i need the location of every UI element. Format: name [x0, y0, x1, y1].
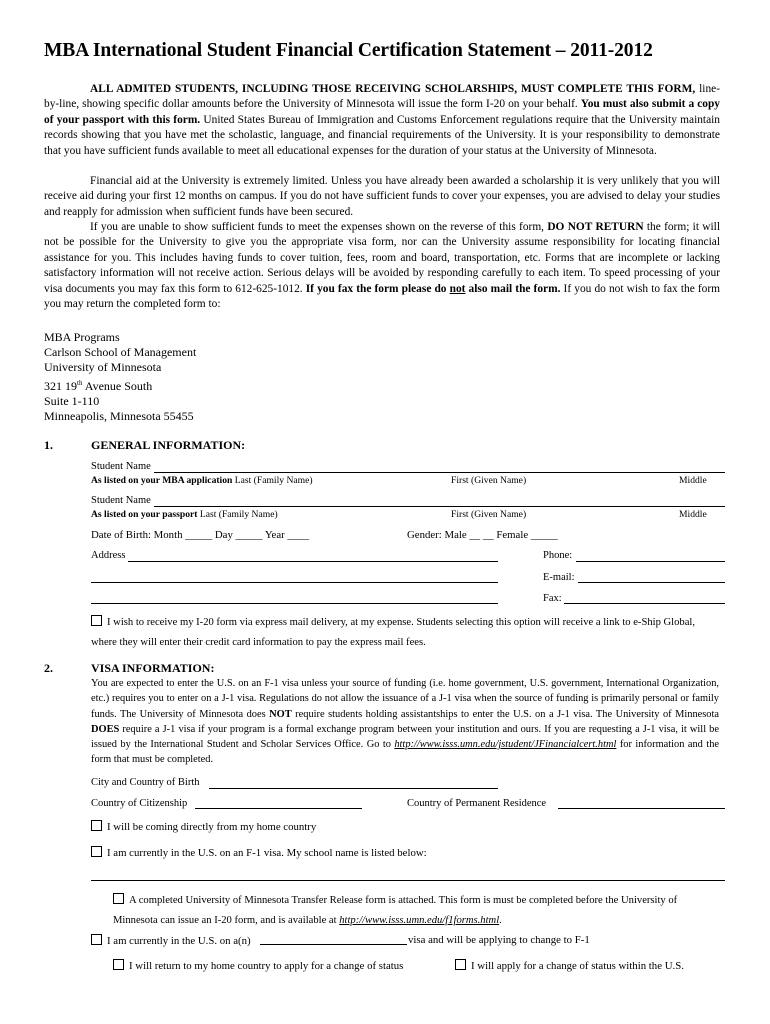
fax-field[interactable]: [564, 603, 725, 604]
gender-field[interactable]: Gender: Male __ __ Female _____: [407, 529, 558, 541]
other-visa-suffix: visa and will be applying to change to F-1: [408, 934, 590, 946]
intro-text: the form; it will not be possible for the University to give you the appropriate visa form, nor can the University assume responsibility for locating financial assistance for you. This includes having funds to cover tuition, fees, room and board, transportation, etc. Forms that are incomplete or lacking satisfactory information will not receive action. Serious delays will be avoided by responding carefully to each item. To speed processing of your visa documents you may fax this form to 612-625-1012.: [44, 221, 720, 295]
address-line: MBA Programs: [44, 330, 120, 344]
address-street: Avenue South: [82, 378, 153, 393]
visa-information-text: [91, 676, 719, 768]
change-status-option: [455, 959, 684, 972]
express-mail-option: [91, 613, 721, 653]
express-mail-checkbox[interactable]: [91, 615, 102, 626]
home-country-option: [91, 820, 316, 833]
student-name-mba-field[interactable]: [154, 472, 725, 473]
address-field-3[interactable]: [91, 603, 498, 604]
f1-visa-label: I am currently in the U.S. on an F-1 visa. My school name is listed below:: [107, 847, 427, 859]
intro-bold-not: not: [449, 282, 466, 295]
country-residence-field[interactable]: [558, 808, 725, 809]
intro-text: United States Bureau of Immigration and Customs Enforcement regulations require that the University maintain records showing that you have met the scholastic, language, and financial requirements of the University. It is your responsibility to demonstrate that you have sufficient funds available to meet all educational expenses for the duration of your status at the University of Minnesota.: [44, 113, 721, 157]
express-mail-label: I wish to receive my I-20 form via express mail delivery, at my expense. Students selecting this option will receive a link to e-Ship Global, where they will enter their credit card information to pay the express mail fees.: [91, 617, 696, 648]
phone-field[interactable]: [576, 561, 725, 562]
passport-bold: As listed on your passport: [91, 509, 198, 520]
visa-text: for information and the form that must be completed.: [91, 739, 719, 766]
intro-bold-mail: also mail the form.: [465, 282, 561, 295]
return-home-option: [113, 959, 403, 972]
country-residence-label: Country of Permanent Residence: [407, 798, 547, 809]
country-citizenship-label: Country of Citizenship: [91, 798, 188, 809]
address-line: Minneapolis, Minnesota 55455: [44, 409, 194, 424]
address-line: Carlson School of Management: [44, 345, 197, 360]
address-field-2[interactable]: [91, 582, 498, 583]
first-name-label: First (Given Name): [451, 475, 527, 486]
visa-text: require students holding assistantships to enter the U.S. on a J-1 visa. The University of Minnesota: [291, 708, 719, 720]
fax-label: Fax:: [543, 593, 562, 604]
other-visa-option: [91, 934, 251, 947]
middle-name-label: Middle: [679, 509, 707, 520]
mba-application-bold: As listed on your MBA application: [91, 475, 233, 486]
intro-paragraph-2: Financial aid at the University is extremely limited. Unless you have already been awarded a scholarship it is very unlikely that you will receive aid during your first 12 months on campus. If you do not have sufficient funds to cover your expenses, you are advised to delay your studies and reapply for admission when sufficient funds have been secured.: [44, 175, 720, 218]
visa-bold-not: NOT: [269, 708, 292, 720]
address-line: University of Minnesota: [44, 360, 162, 375]
page-title: MBA International Student Financial Certification Statement – 2011-2012: [44, 40, 653, 61]
intro-bold-do-not-return: DO NOT RETURN: [547, 221, 644, 233]
other-visa-checkbox[interactable]: [91, 934, 102, 945]
name-sub-label: [91, 475, 313, 486]
student-name-passport-field[interactable]: [154, 506, 725, 507]
student-name-label: Student Name: [91, 495, 151, 506]
address-line: Suite 1-110: [44, 393, 100, 408]
transfer-release-end: .: [499, 915, 502, 926]
home-country-label: I will be coming directly from my home country: [107, 821, 317, 833]
transfer-release-checkbox[interactable]: [113, 893, 124, 904]
first-name-label: First (Given Name): [451, 509, 527, 520]
visa-text: You are expected to enter the U.S. on an F-1 visa unless your source of funding (i.e. home government, U.S. government, International Organization, etc.) requires you to enter on a J-1 visa. Regulations do not allow the issuance of a J-1 visa when the source of funding is primarily personal or family funds. The University of Minnesota does: [91, 678, 719, 720]
home-country-checkbox[interactable]: [91, 820, 102, 831]
intro-bold-passport: You must also submit a copy of your passport with this form.: [44, 98, 721, 126]
visa-text: require a J-1 visa if your program is a formal exchange program between your institution and ours. If you are requesting a J-1 visa, it will be issued by the International Student and Scholar Services Office. Go to: [91, 723, 719, 751]
section-2-title: VISA INFORMATION:: [91, 661, 215, 675]
student-name-label: Student Name: [91, 461, 151, 472]
intro-text: If you are unable to show sufficient funds to meet the expenses shown on the reverse of this form,: [90, 221, 548, 233]
f1-forms-link[interactable]: http://www.isss.umn.edu/f1forms.html: [339, 915, 500, 926]
middle-name-label: Middle: [679, 475, 707, 486]
section-1-number: 1.: [44, 438, 53, 452]
date-of-birth-field[interactable]: Date of Birth: Month _____ Day _____ Year ____: [91, 529, 310, 541]
country-citizenship-field[interactable]: [195, 808, 362, 809]
city-country-birth-label: City and Country of Birth: [91, 777, 200, 788]
phone-label: Phone:: [543, 550, 573, 561]
last-name-label: Last (Family Name): [232, 475, 313, 486]
intro-text: If you do not wish to fax the form you may return the completed form to:: [44, 282, 721, 311]
address-label: Address: [91, 550, 126, 561]
address-field-1[interactable]: [128, 561, 498, 562]
name-sub-label: [91, 509, 278, 520]
visa-bold-does: DOES: [91, 723, 120, 735]
intro-text: line-by-line, showing specific dollar amounts before the University of Minnesota will issue the form I-20 on your behalf.: [44, 83, 720, 111]
city-country-birth-field[interactable]: [209, 788, 498, 789]
mailing-address: [44, 330, 196, 424]
email-field[interactable]: [578, 582, 725, 583]
address-line: [44, 376, 196, 394]
school-name-field[interactable]: [91, 880, 725, 881]
other-visa-label: I am currently in the U.S. on a(n): [107, 935, 251, 947]
address-street-number: 321 19: [44, 378, 77, 393]
address-superscript: th: [77, 378, 83, 387]
change-status-label: I will apply for a change of status within the U.S.: [471, 960, 684, 972]
intro-bold-fax: If you fax the form please do: [305, 282, 450, 295]
intro-paragraph-1: [44, 82, 720, 159]
intro-paragraph-3: [44, 220, 720, 312]
change-status-checkbox[interactable]: [455, 959, 466, 970]
j1-financial-cert-link[interactable]: http://www.isss.umn.edu/jstudent/JFinancialcert.html: [394, 739, 617, 751]
return-home-checkbox[interactable]: [113, 959, 124, 970]
f1-visa-checkbox[interactable]: [91, 846, 102, 857]
email-label: E-mail:: [543, 572, 575, 583]
f1-visa-option: [91, 846, 427, 859]
section-2-number: 2.: [44, 661, 53, 675]
current-visa-type-field[interactable]: [260, 944, 407, 945]
transfer-release-label: A completed University of Minnesota Transfer Release form is attached. This form is must be completed before the University of Minnesota can issue an I-20 form, and is available at: [113, 895, 678, 926]
last-name-label: Last (Family Name): [197, 509, 278, 520]
transfer-release-option: [113, 891, 723, 931]
intro-bold-must-complete: ALL ADMITED STUDENTS, INCLUDING THOSE RECEIVING SCHOLARSHIPS, MUST COMPLETE THIS FORM,: [90, 83, 696, 95]
return-home-label: I will return to my home country to apply for a change of status: [129, 960, 404, 972]
section-1-title: GENERAL INFORMATION:: [91, 438, 246, 452]
